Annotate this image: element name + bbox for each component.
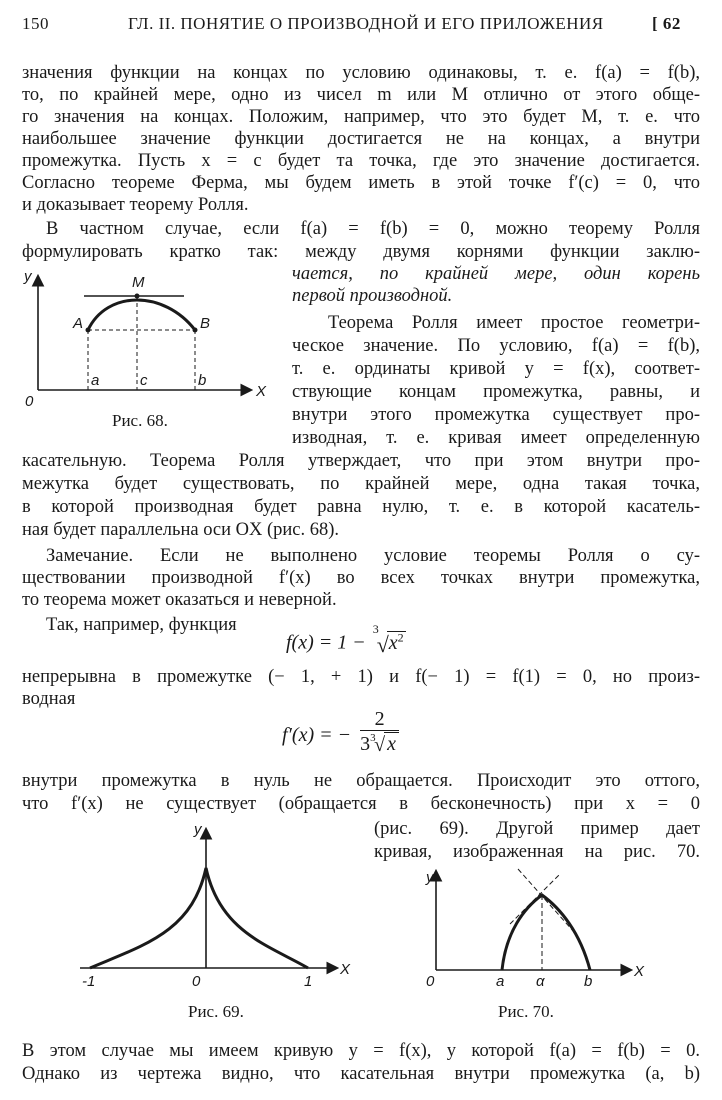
text-line: Согласно теореме Ферма, мы будем иметь в этой точке f′(c) = 0, что [22,173,700,193]
text-line: водная [22,689,76,709]
text-line: формулировать кратко так: между двумя корнями функции заклю- [22,242,700,262]
label-m: M [132,274,145,291]
text-line: го значения на концах. Положим, например, что это будет M, т. е. что [22,107,700,127]
rolle-curve [88,300,195,330]
figure-70-caption: Рис. 70. [498,1002,554,1021]
text-line: изводная, т. е. кривая имеет определенную [292,428,700,448]
formula-f: f(x) = 1 − 3 √ $x^2$ [286,622,404,657]
text-line: то теорема может оказаться и неверной. [22,590,337,610]
label-minus-one: -1 [82,973,96,990]
text-line: т. е. ординаты кривой y = f(x), соответ- [292,359,700,379]
text-line: внутри промежутка в нуль не обращается. Происходит это оттого, [22,771,700,791]
text-line: внутри этого промежутка существует про- [292,405,700,425]
label-a: a [91,372,100,389]
text-line: Так, например, функция [46,615,237,635]
figure-69-caption: Рис. 69. [188,1002,244,1021]
label-a: a [496,973,505,990]
right-tangent [510,874,560,924]
label-a-point: A [73,315,84,332]
label-y: y [426,869,434,886]
text-line: что f′(x) не существует (обращается в бесконечность) при x = 0 [22,794,700,814]
text-line: ствующие концам промежутка, равны, и [292,382,700,402]
text-line: то, по крайней мере, одно из чисел m или M отлично от этого обще- [22,85,700,105]
text-line: В частном случае, если f(a) = f(b) = 0, можно теорему Ролля [46,219,700,239]
root-index: 3 [372,622,379,636]
label-x: X [340,961,351,978]
point-b [193,328,198,333]
formula-f-lhs: f(x) = 1 − [286,631,371,654]
label-b-point: B [200,315,211,332]
text-line: чается, по крайней мере, один корень [292,264,700,284]
formula-fprime-lhs: f′(x) = − [282,724,357,746]
formula-fprime-radicand: x [384,732,399,755]
page-number: 150 [22,14,49,33]
cusp-curve [90,868,308,968]
text-line: (рис. 69). Другой пример дает [374,819,700,839]
figure-70 [424,862,654,992]
label-x: X [634,963,645,980]
formula-f-exp: 2 [397,630,404,644]
section-number: [ 62 [652,14,681,33]
text-line: Замечание. Если не выполнено условие теоремы Ролля о су- [46,546,700,566]
formula-fprime-num: 2 [360,708,399,731]
label-origin: 0 [192,973,201,990]
point-a [86,328,91,333]
figure-69 [74,820,364,992]
text-line: кривая, изображенная на рис. 70. [374,842,700,862]
text-line: ческое значение. По условию, f(a) = f(b), [292,336,700,356]
text-line: ществовании производной f′(x) во всех точках внутри промежутка, [22,568,700,588]
label-origin: 0 [25,393,34,410]
text-line: и доказывает теорему Ролля. [22,195,249,215]
label-y: y [24,268,32,285]
text-line: В этом случае мы имеем кривую y = f(x), у которой f(a) = f(b) = 0. [22,1041,700,1061]
label-x: X [256,383,267,400]
text-line: межутка будет существовать, по крайней мере, одна такая точка, [22,474,700,494]
formula-fprime-coef: 3 [360,733,371,755]
text-line: значения функции на концах по условию одинаковы, т. е. f(a) = f(b), [22,63,700,83]
label-alpha: α [536,973,545,990]
text-line: непрерывна в промежутке (− 1, + 1) и f(− 1) = f(1) = 0, но произ- [22,667,700,687]
chapter-title: ГЛ. II. ПОНЯТИЕ О ПРОИЗВОДНОЙ И ЕГО ПРИЛОЖЕНИЯ [128,14,604,33]
text-line: Однако из чертежа видно, что касательная внутри промежутка (a, b) [22,1064,700,1084]
label-b: b [198,372,207,389]
figure-68-caption: Рис. 68. [112,411,168,430]
label-c: c [140,372,148,389]
left-tangent [518,869,574,932]
point-m [135,294,140,299]
label-one: 1 [304,973,313,990]
text-line: касательную. Теорема Ролля утверждает, что при этом внутри про- [22,451,700,471]
text-line: первой производной. [292,286,453,306]
text-line: промежутка. Пусть x = c будет та точка, где это значение достигается. [22,151,700,171]
text-line: ная будет параллельна оси OX (рис. 68). [22,520,340,540]
text-line: наибольшее значение функции достигается не на концах, а внутри [22,129,700,149]
formula-f-radicand: x [388,631,398,654]
root-index: 3 [370,732,376,744]
formula-fprime: f′(x) = − 2 3 3 √ x [282,708,399,757]
text-line: в которой производная будет равна нулю, т. е. в которой касатель- [22,497,700,517]
label-origin: 0 [426,973,435,990]
figure-68 [22,265,282,410]
label-y: y [194,821,202,838]
label-b: b [584,973,593,990]
text-line: Теорема Ролля имеет простое геометри- [328,313,700,333]
peak-curve [502,895,590,970]
